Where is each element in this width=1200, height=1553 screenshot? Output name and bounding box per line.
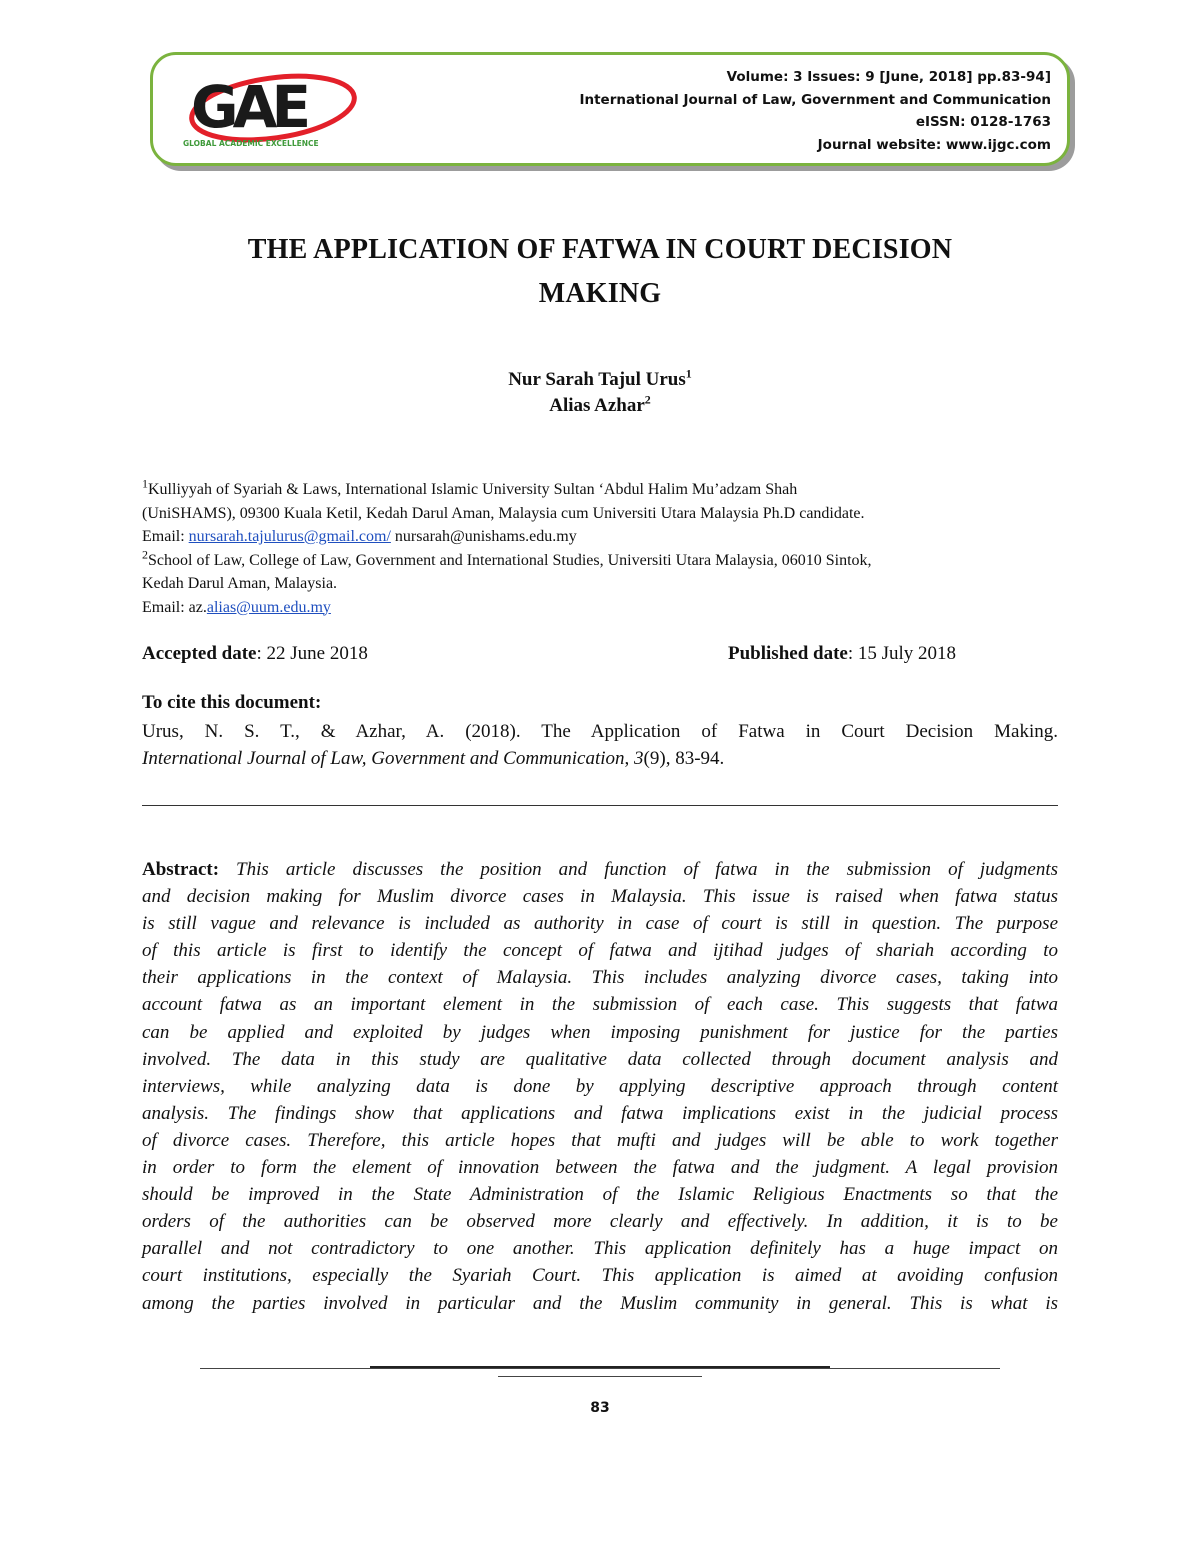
citation-line-2: International Journal of Law, Government and Communication, 3(9), 83-94. [142, 748, 725, 769]
accepted-date: Accepted date: 22 June 2018 [142, 643, 368, 664]
abstract-line: is still vague and relevance is included as authority in case of court is still in question. The purpose [142, 913, 1058, 935]
volume-line: Volume: 3 Issues: 9 [June, 2018] pp.83-94] [726, 69, 1051, 85]
cite-heading: To cite this document: [142, 692, 322, 713]
email-link-1[interactable]: nursarah.tajulurus@gmail.com/ [188, 528, 391, 545]
title-line-2: MAKING [538, 278, 662, 309]
author-list [0, 367, 1200, 419]
paper-title [120, 228, 1080, 316]
abstract-line: involved. The data in this study are qualitative data collected through document analysis and [142, 1048, 1058, 1070]
abstract-line: their applications in the context of Malaysia. This includes analyzing divorce cases, taking into [142, 967, 1058, 989]
abstract-line: and decision making for Muslim divorce cases in Malaysia. This issue is raised when fatwa status [142, 886, 1058, 908]
citation [142, 718, 1058, 772]
eissn: eISSN: 0128-1763 [915, 114, 1051, 130]
affiliation-2-line-1: $^2$School of Law, College of Law, Government and International Studies, Universiti Utara Malaysia, 06010 Sintok, [142, 547, 872, 569]
affiliation-2-line-2: Kedah Darul Aman, Malaysia. [142, 575, 338, 592]
abstract-line: interviews, while analyzing data is done by applying descriptive approach through content [142, 1075, 1058, 1097]
footer-rule-short [498, 1376, 702, 1377]
abstract-line: parallel and not contradictory to one another. This application definitely has a huge impact on [142, 1238, 1058, 1260]
separator-line [142, 805, 1058, 806]
published-date: Published date: 15 July 2018 [728, 643, 957, 664]
author-sup: 1 [685, 366, 692, 381]
abstract-label: Abstract: [142, 859, 220, 880]
affiliation-2-email: Email: az.alias@uum.edu.my [142, 598, 331, 616]
affiliation-1-line-1: $^1$Kulliyyah of Syariah & Laws, International Islamic University Sultan ‘Abdul Halim Mu’adzam Shah [142, 476, 798, 498]
journal-header-box [150, 52, 1070, 166]
affiliations [142, 478, 1062, 619]
abstract-line: in order to form the element of innovation between the fatwa and the judgment. A legal provision [142, 1157, 1058, 1179]
logo-letters: GAE [191, 73, 306, 141]
logo-subtext: GLOBAL ACADEMIC EXCELLENCE [183, 139, 319, 148]
abstract-line: of this article is first to identify the concept of fatwa and ijtihad judges of shariah according to [142, 940, 1058, 962]
abstract-line: orders of the authorities can be observed more clearly and effectively. In addition, it is to be [142, 1211, 1058, 1233]
journal-info [579, 66, 1051, 156]
abstract-line: of divorce cases. Therefore, this article hopes that mufti and judges will be able to work together [142, 1129, 1058, 1151]
author-name: Nur Sarah Tajul Urus [508, 369, 686, 390]
dates-row [142, 641, 1062, 667]
abstract [142, 856, 1058, 1317]
affiliation-1-line-2: (UniSHAMS), 09300 Kuala Ketil, Kedah Darul Aman, Malaysia cum Universiti Utara Malaysia Ph.D candidate. [142, 504, 865, 522]
page-number: 83 [590, 1400, 610, 1416]
author-name: Alias Azhar [549, 395, 645, 416]
abstract-line: should be improved in the State Administration of the Islamic Religious Enactments so that the [142, 1184, 1058, 1206]
gae-logo [173, 71, 358, 151]
title-line-1: THE APPLICATION OF FATWA IN COURT DECISION [247, 234, 953, 265]
citation-line-1: Urus, N. S. T., & Azhar, A. (2018). The Application of Fatwa in Court Decision Making. [142, 721, 1058, 742]
affiliation-1-email: Email: nursarah.tajulurus@gmail.com/ nursarah@unishams.edu.my [142, 528, 577, 545]
footer-rule [200, 1368, 1000, 1369]
journal-name: International Journal of Law, Government and Communication [579, 91, 1051, 108]
footer-rule-thick [370, 1366, 830, 1368]
abstract-line: analysis. The findings show that applications and fatwa implications exist in the judicial process [142, 1102, 1058, 1124]
abstract-line: Abstract: This article discusses the position and function of fatwa in the submission of judgments [142, 859, 1058, 880]
journal-website[interactable]: Journal website: www.ijgc.com [817, 136, 1051, 153]
email-link-2[interactable]: alias@uum.edu.my [206, 598, 331, 616]
author-sup: 2 [644, 392, 651, 407]
abstract-line: among the parties involved in particular and the Muslim community in general. This is what is [142, 1292, 1058, 1314]
abstract-line: account fatwa as an important element in the submission of each case. This suggests that fatwa [142, 994, 1058, 1016]
abstract-line: court institutions, especially the Syariah Court. This application is aimed at avoiding confusion [142, 1265, 1058, 1287]
author-2 [0, 393, 1200, 419]
abstract-line: can be applied and exploited by judges when imposing punishment for justice for the parties [142, 1021, 1058, 1043]
author-1 [0, 367, 1200, 393]
